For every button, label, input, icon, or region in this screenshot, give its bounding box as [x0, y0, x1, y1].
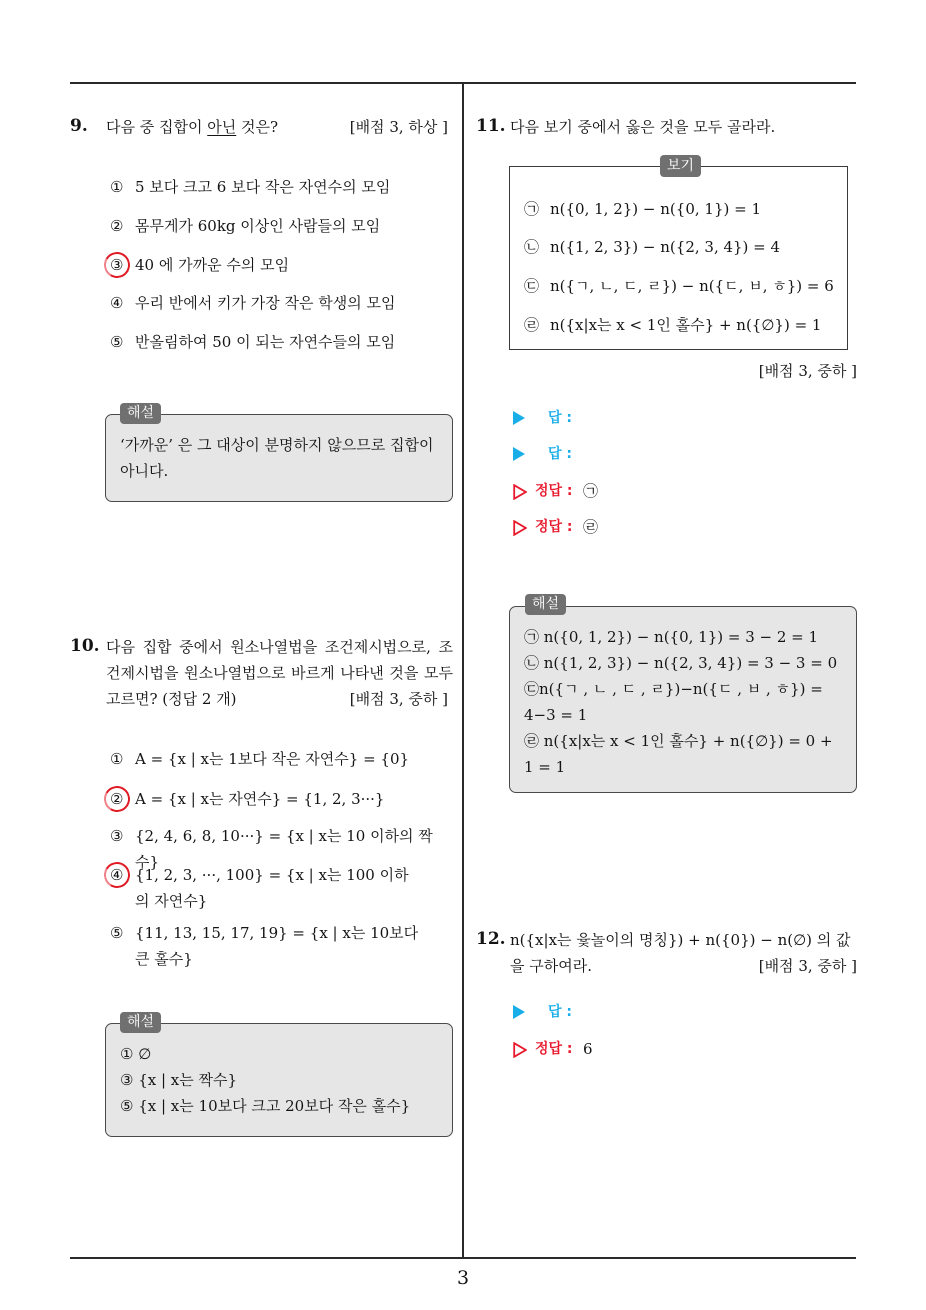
choice-text: {2, 4, 6, 8, 10···} = {x | x는 10 이하의 짝수}	[135, 827, 433, 871]
correct-answer-value: 6	[583, 1040, 593, 1058]
explanation-line: ㉠ n({0, 1, 2}) − n({0, 1}) = 3 − 2 = 1	[524, 628, 819, 646]
question-prompt: 다음 집합 중에서 원소나열법을 조건제시법으로, 조건제시법을 원소나열법으로 바르게 나타낸 것을 모두 고르면? (정답 2 개)	[106, 638, 453, 708]
explanation-line: ① ∅	[120, 1045, 152, 1063]
choice-option	[110, 290, 450, 316]
choice-number: ③	[110, 252, 134, 278]
red-circle-mark	[101, 859, 133, 891]
question-prompt: 다음 보기 중에서 옳은 것을 모두 골라라.	[510, 118, 776, 136]
prompt-emphasis: 아닌	[207, 118, 237, 136]
correct-answer-value: ㉠	[583, 482, 599, 500]
choice-text: A = {x | x는 1보다 작은 자연수} = {0}	[135, 750, 410, 768]
question-number: 12.	[476, 929, 506, 949]
prompt-text: 것은?	[236, 118, 279, 136]
bogi-item-text: n({1, 2, 3}) − n({2, 3, 4}) = 4	[550, 238, 781, 256]
explanation-line: ㉢n({ㄱ , ㄴ , ㄷ , ㄹ})−n({ㄷ , ㅂ , ㅎ}) = 4−3 = 1	[524, 680, 823, 724]
bogi-item-number: ㉠	[524, 200, 540, 218]
bogi-item	[524, 312, 821, 338]
explanation-line: ⑤ {x | x는 10보다 크고 20보다 작은 홀수}	[120, 1097, 411, 1115]
choice-text: {11, 13, 15, 17, 19} = {x | x는 10보다 큰 홀수}	[135, 924, 419, 968]
choice-text: 우리 반에서 키가 가장 작은 학생의 모임	[135, 294, 396, 312]
choice-text: A = {x | x는 자연수} = {1, 2, 3···}	[135, 790, 385, 808]
outline-triangle-icon	[513, 484, 527, 500]
explanation-label: 해설	[120, 403, 161, 424]
explanation-box	[105, 414, 453, 502]
bogi-item-text: n({0, 1, 2}) − n({0, 1}) = 1	[550, 200, 761, 218]
score-label: [배점 3, 중하 ]	[758, 362, 857, 380]
answer-label: 답 :	[548, 1004, 572, 1020]
explanation-line: ㉣ n({x|x는 x < 1인 홀수} + n({∅}) = 0 + 1 = 1	[524, 732, 833, 776]
bogi-item	[524, 273, 834, 299]
page-number: 3	[456, 1267, 470, 1289]
bogi-label: 보기	[660, 155, 701, 177]
explanation-text: ‘가까운’ 은 그 대상이 분명하지 않으므로 집합이 아니다.	[120, 436, 434, 480]
explanation-box	[105, 1023, 453, 1137]
bogi-item-text: n({ㄱ, ㄴ, ㄷ, ㄹ}) − n({ㄷ, ㅂ, ㅎ}) = 6	[550, 277, 834, 295]
bogi-box	[509, 166, 848, 350]
filled-triangle-icon	[513, 1005, 525, 1019]
answer-label: 답 :	[548, 410, 572, 426]
column-divider	[462, 83, 464, 1258]
choice-option	[110, 786, 443, 812]
correct-answer-label: 정답 :	[535, 1041, 573, 1057]
choice-number: ②	[110, 786, 134, 812]
bogi-item-number: ㉢	[524, 277, 540, 295]
red-circle-mark	[101, 249, 133, 281]
red-circle-mark	[101, 783, 133, 815]
score-label: [배점 3, 중하 ]	[758, 957, 857, 975]
choice-option	[110, 252, 450, 278]
choice-text: 40 에 가까운 수의 모임	[135, 256, 290, 274]
choice-number: ④	[110, 862, 134, 888]
outline-triangle-icon	[513, 1042, 527, 1058]
correct-answer-label: 정답 :	[535, 483, 573, 499]
outline-triangle-icon	[513, 520, 527, 536]
choice-text: 반올림하여 50 이 되는 자연수들의 모임	[135, 333, 396, 351]
bogi-item-number: ㉡	[524, 238, 540, 256]
choice-option	[110, 213, 450, 239]
explanation-line: ③ {x | x는 짝수}	[120, 1071, 238, 1089]
bogi-item-text: n({x|x는 x < 1인 홀수} + n({∅}) = 1	[550, 316, 822, 334]
choice-option	[110, 174, 450, 200]
answer-label: 답 :	[548, 446, 572, 462]
filled-triangle-icon	[513, 411, 525, 425]
question-prompt	[106, 117, 278, 137]
choice-option	[110, 746, 443, 772]
choice-number: ②	[110, 217, 124, 235]
explanation-label: 해설	[120, 1012, 161, 1033]
score-label: [배점 3, 하상 ]	[349, 118, 448, 136]
choice-option	[110, 862, 420, 914]
choice-text: 5 보다 크고 6 보다 작은 자연수의 모임	[135, 178, 391, 196]
question-number: 10.	[70, 636, 100, 656]
choice-number: ①	[110, 750, 124, 768]
bottom-rule	[70, 1257, 856, 1259]
choice-number: ⑤	[110, 333, 124, 351]
choice-number: ①	[110, 178, 124, 196]
choice-number: ⑤	[110, 924, 124, 942]
prompt-text: 다음 중 집합이	[106, 118, 208, 136]
explanation-label: 해설	[525, 594, 566, 615]
filled-triangle-icon	[513, 447, 525, 461]
choice-number: ③	[110, 827, 124, 845]
choice-text: {1, 2, 3, ···, 100} = {x | x는 100 이하의 자연수}	[135, 866, 409, 910]
choice-option	[110, 329, 450, 355]
question-prompt: n({x|x는 윷놀이의 명칭}) + n({0}) − n(∅) 의 값을 구하여라.	[510, 931, 851, 975]
bogi-item	[524, 196, 761, 222]
bogi-item-number: ㉣	[524, 316, 540, 334]
choice-option	[110, 920, 420, 972]
explanation-box	[509, 606, 857, 793]
question-number: 11.	[476, 116, 506, 136]
correct-answer-value: ㉣	[583, 518, 599, 536]
correct-answer-label: 정답 :	[535, 519, 573, 535]
question-number: 9.	[70, 116, 88, 136]
bogi-item	[524, 234, 780, 260]
choice-number: ④	[110, 294, 124, 312]
score-label: [배점 3, 중하 ]	[349, 690, 448, 708]
explanation-line: ㉡ n({1, 2, 3}) − n({2, 3, 4}) = 3 − 3 = 0	[524, 654, 838, 672]
choice-text: 몸무게가 60kg 이상인 사람들의 모임	[135, 217, 381, 235]
